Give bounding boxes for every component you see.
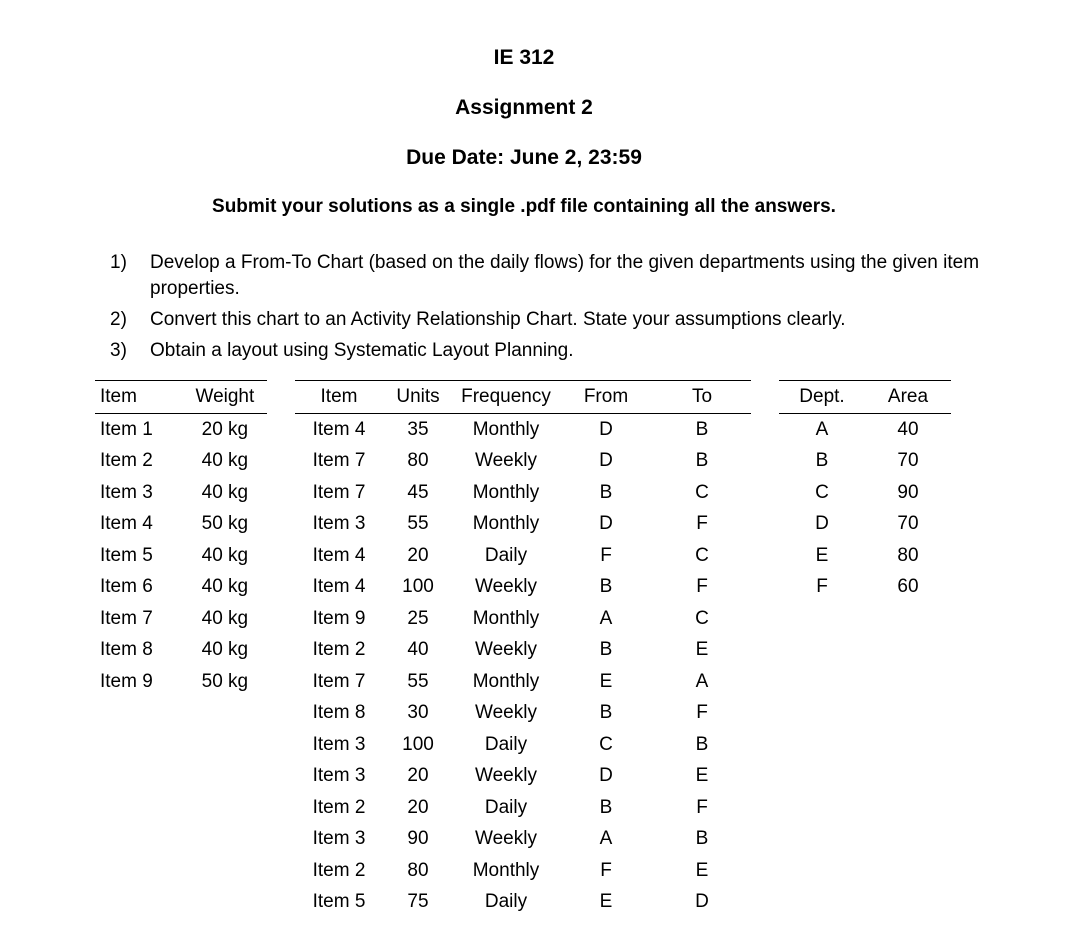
table-row	[95, 666, 267, 698]
assignment-title: Assignment 2	[455, 96, 593, 119]
from-cell: E	[599, 891, 613, 913]
question-number: 1)	[110, 252, 127, 273]
weight-cell: 20 kg	[201, 418, 249, 440]
table-row	[95, 572, 267, 604]
item-cell: Item 5	[100, 544, 153, 566]
item-cell: Item 7	[100, 607, 153, 629]
frequency-cell: Monthly	[472, 670, 540, 692]
to-cell: E	[695, 765, 709, 787]
column-header-from: From	[559, 381, 653, 414]
units-cell: 20	[407, 765, 429, 787]
from-cell: E	[599, 670, 613, 692]
weight-cell: 40 kg	[201, 639, 249, 661]
to-cell: F	[696, 702, 708, 724]
question-list	[110, 250, 1010, 369]
table-row	[95, 509, 267, 541]
table-row	[295, 666, 751, 698]
units-cell: 25	[407, 607, 429, 629]
item-cell: Item 4	[100, 513, 153, 535]
question-text: Convert this chart to an Activity Relationship Chart. State your assumptions clearly.	[150, 309, 846, 330]
to-cell: F	[696, 796, 708, 818]
frequency-cell: Weekly	[475, 639, 537, 661]
weight-cell: 50 kg	[201, 513, 249, 535]
weight-cell: 40 kg	[201, 544, 249, 566]
table-row	[95, 540, 267, 572]
table-row	[295, 792, 751, 824]
table-row	[779, 477, 951, 509]
column-header-item: Item	[95, 381, 183, 414]
units-cell: 20	[407, 796, 429, 818]
item-cell: Item 3	[100, 481, 153, 503]
to-cell: F	[696, 576, 708, 598]
units-cell: 100	[402, 733, 434, 755]
item-cell: Item 2	[312, 859, 366, 881]
table-row	[779, 572, 951, 604]
frequency-cell: Weekly	[475, 702, 537, 724]
units-cell: 80	[407, 859, 429, 881]
due-date: Due Date: June 2, 23:59	[406, 146, 642, 169]
item-cell: Item 2	[312, 796, 366, 818]
area-cell: 70	[897, 450, 919, 472]
table-row	[295, 887, 751, 919]
to-cell: A	[695, 670, 709, 692]
item-cell: Item 1	[100, 418, 153, 440]
item-cell: Item 2	[312, 639, 366, 661]
course-title: IE 312	[493, 46, 555, 69]
weight-cell: 40 kg	[201, 607, 249, 629]
question-item	[110, 307, 1010, 333]
to-cell: B	[695, 450, 709, 472]
frequency-cell: Monthly	[472, 859, 540, 881]
from-cell: B	[599, 796, 613, 818]
column-header-item: Item	[295, 381, 383, 414]
question-number: 3)	[110, 340, 127, 361]
item-cell: Item 9	[312, 607, 366, 629]
from-cell: D	[599, 765, 613, 787]
table-row	[779, 540, 951, 572]
to-cell: E	[695, 859, 709, 881]
item-cell: Item 6	[100, 576, 153, 598]
column-header-dept: Dept.	[779, 381, 865, 414]
units-cell: 90	[407, 828, 429, 850]
item-cell: Item 3	[312, 733, 366, 755]
units-cell: 30	[407, 702, 429, 724]
from-cell: B	[599, 702, 613, 724]
table-row	[95, 603, 267, 635]
to-cell: B	[695, 828, 709, 850]
item-cell: Item 8	[312, 702, 366, 724]
item-cell: Item 7	[312, 670, 366, 692]
item-cell: Item 4	[312, 418, 366, 440]
table-row	[295, 855, 751, 887]
question-item	[110, 250, 1010, 302]
table-header-row	[295, 381, 751, 414]
frequency-cell: Monthly	[472, 607, 540, 629]
question-item	[110, 338, 1010, 364]
from-cell: A	[599, 607, 613, 629]
frequency-cell: Weekly	[475, 450, 537, 472]
from-cell: B	[599, 639, 613, 661]
table-row	[295, 540, 751, 572]
weight-cell: 40 kg	[201, 481, 249, 503]
units-cell: 75	[407, 891, 429, 913]
table-row	[779, 446, 951, 478]
from-cell: F	[600, 544, 612, 566]
from-cell: A	[599, 828, 613, 850]
weight-cell: 40 kg	[201, 576, 249, 598]
table-row	[95, 414, 267, 446]
area-cell: 60	[897, 576, 919, 598]
units-cell: 55	[407, 670, 429, 692]
table-row	[295, 729, 751, 761]
units-cell: 35	[407, 418, 429, 440]
area-cell: 70	[897, 513, 919, 535]
item-cell: Item 2	[100, 450, 153, 472]
from-cell: D	[599, 450, 613, 472]
units-cell: 100	[402, 576, 434, 598]
frequency-cell: Daily	[484, 544, 528, 566]
frequency-cell: Daily	[484, 891, 528, 913]
to-cell: C	[695, 544, 709, 566]
item-cell: Item 7	[312, 450, 366, 472]
question-text: Develop a From-To Chart (based on the daily flows) for the given departments using the given item properties.	[150, 252, 980, 299]
question-number: 2)	[110, 309, 127, 330]
dept-cell: F	[816, 576, 828, 598]
question-text: Obtain a layout using Systematic Layout Planning.	[150, 340, 574, 361]
item-flow-table	[295, 380, 751, 918]
from-cell: D	[599, 513, 613, 535]
table-row	[295, 572, 751, 604]
table-row	[295, 698, 751, 730]
table-row	[295, 603, 751, 635]
area-cell: 40	[897, 418, 919, 440]
table-row	[295, 414, 751, 446]
table-row	[95, 446, 267, 478]
frequency-cell: Daily	[484, 733, 528, 755]
table-header-row	[95, 381, 267, 414]
to-cell: B	[695, 418, 709, 440]
item-cell: Item 3	[312, 765, 366, 787]
from-cell: F	[600, 859, 612, 881]
to-cell: D	[695, 891, 709, 913]
table-row	[295, 824, 751, 856]
item-weight-table	[95, 380, 267, 698]
frequency-cell: Weekly	[475, 765, 537, 787]
submission-note: Submit your solutions as a single .pdf file containing all the answers.	[212, 196, 836, 217]
units-cell: 40	[407, 639, 429, 661]
column-header-units: Units	[383, 381, 453, 414]
to-cell: F	[696, 513, 708, 535]
frequency-cell: Weekly	[475, 576, 537, 598]
weight-cell: 40 kg	[201, 450, 249, 472]
item-cell: Item 5	[312, 891, 366, 913]
from-cell: B	[599, 576, 613, 598]
units-cell: 45	[407, 481, 429, 503]
table-row	[779, 414, 951, 446]
frequency-cell: Monthly	[472, 481, 540, 503]
department-area-table	[779, 380, 951, 603]
item-cell: Item 3	[312, 513, 366, 535]
item-cell: Item 9	[100, 670, 153, 692]
table-header-row	[779, 381, 951, 414]
item-cell: Item 4	[312, 544, 366, 566]
dept-cell: E	[815, 544, 829, 566]
column-header-area: Area	[865, 381, 951, 414]
units-cell: 20	[407, 544, 429, 566]
frequency-cell: Weekly	[475, 828, 537, 850]
area-cell: 90	[897, 481, 919, 503]
table-row	[295, 509, 751, 541]
area-cell: 80	[897, 544, 919, 566]
from-cell: D	[599, 418, 613, 440]
to-cell: B	[695, 733, 709, 755]
from-cell: B	[599, 481, 613, 503]
column-header-weight: Weight	[183, 381, 267, 414]
from-cell: C	[599, 733, 613, 755]
frequency-cell: Daily	[484, 796, 528, 818]
to-cell: E	[695, 639, 709, 661]
units-cell: 80	[407, 450, 429, 472]
dept-cell: D	[815, 513, 829, 535]
item-cell: Item 3	[312, 828, 366, 850]
frequency-cell: Monthly	[472, 418, 540, 440]
dept-cell: B	[815, 450, 829, 472]
frequency-cell: Monthly	[472, 513, 540, 535]
table-row	[295, 446, 751, 478]
table-row	[95, 477, 267, 509]
column-header-to: To	[653, 381, 751, 414]
table-row	[295, 477, 751, 509]
column-header-frequency: Frequency	[453, 381, 559, 414]
to-cell: C	[695, 481, 709, 503]
to-cell: C	[695, 607, 709, 629]
item-cell: Item 8	[100, 639, 153, 661]
item-cell: Item 4	[312, 576, 366, 598]
table-row	[295, 761, 751, 793]
dept-cell: A	[815, 418, 829, 440]
table-row	[779, 509, 951, 541]
weight-cell: 50 kg	[201, 670, 249, 692]
table-row	[95, 635, 267, 667]
table-row	[295, 635, 751, 667]
units-cell: 55	[407, 513, 429, 535]
dept-cell: C	[815, 481, 829, 503]
item-cell: Item 7	[312, 481, 366, 503]
